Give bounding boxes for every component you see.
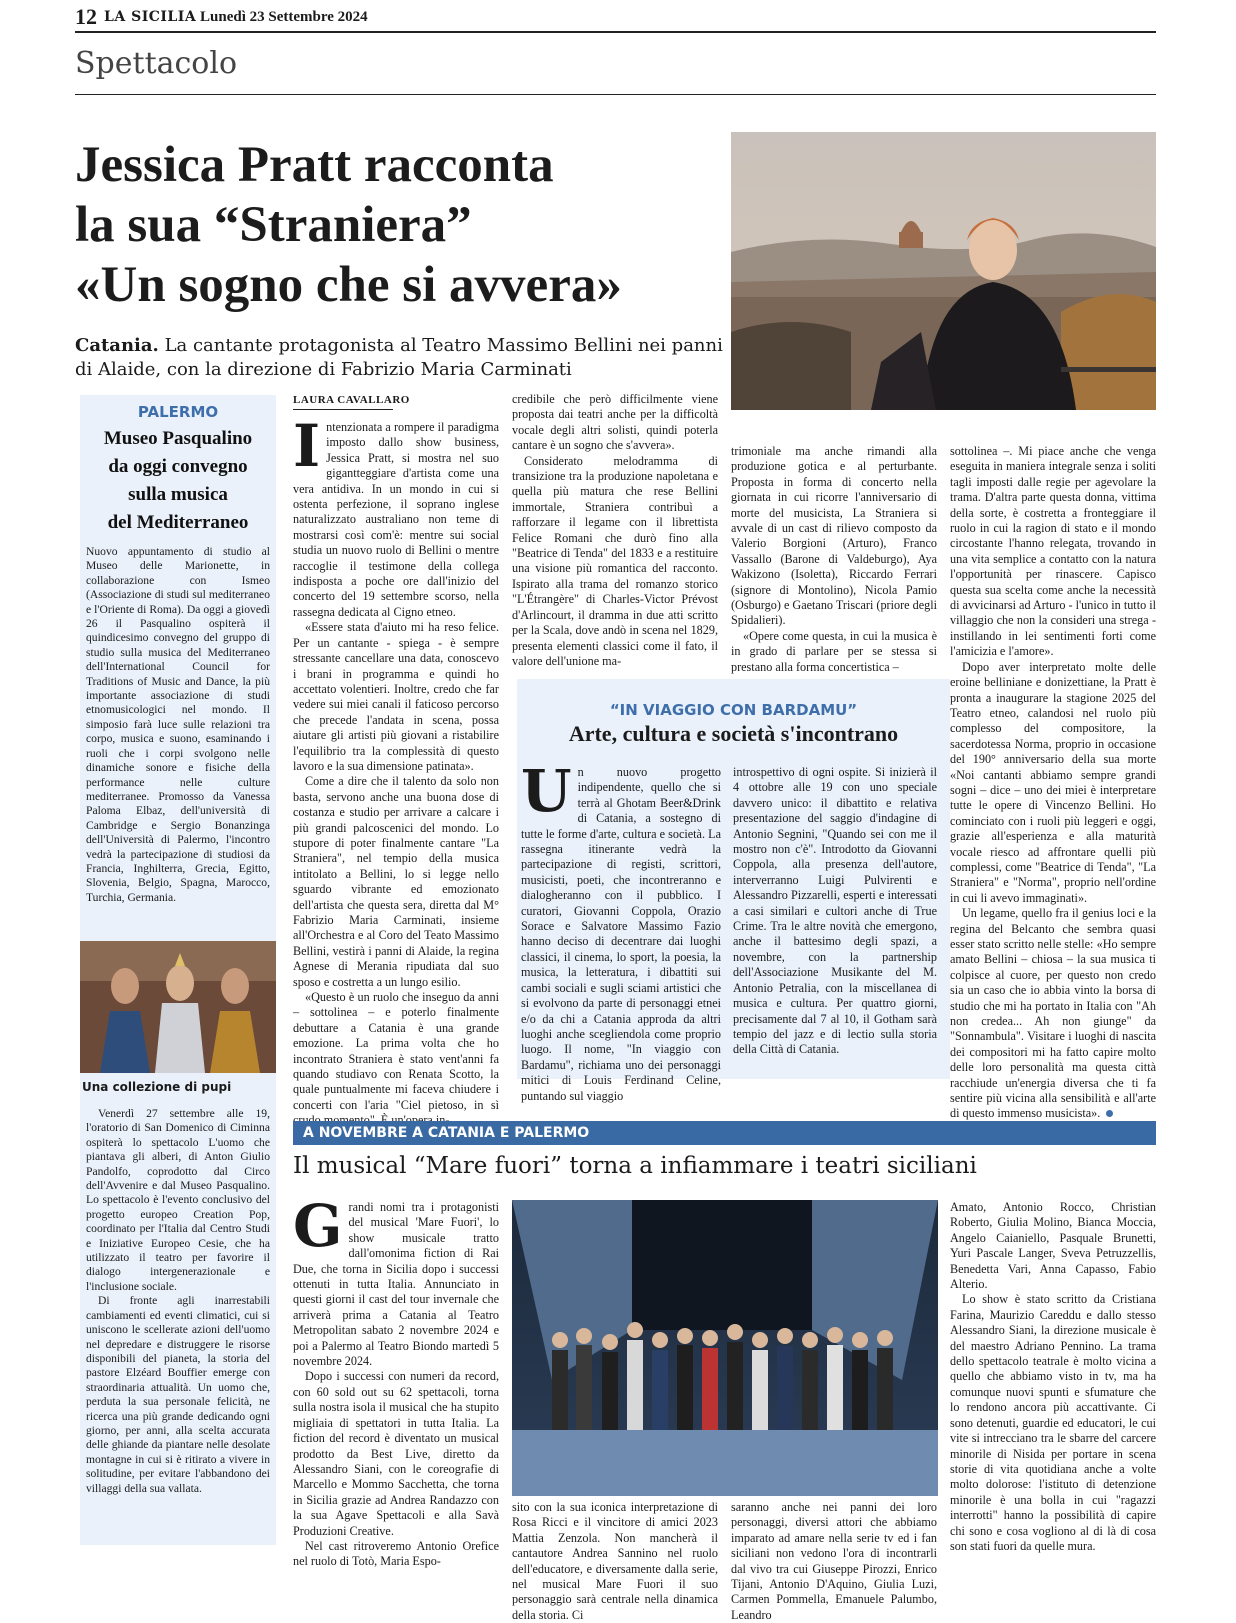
paragraph-text: n nuovo progetto indipendente, quello che si terrà al Ghotam Beer&Drink di Catania, a sostegno di tutte le forme d'arte, cultura e società. La rassegna itinerante vedrà la partecipazione di registi, scrittori, musicisti, poeti, che incontreranno e dialogheranno con il pubblico. I curatori, Giovanni Coppola, Orazio Sorace e Salvatore Massimo Fazio hanno deciso di decentrare dai luoghi classici, il cinema, lo sport, la poesia, la musica, la letteratura, i dibattiti sui cambi sociali e sugli sciami artistici che si evolvono da parte di personaggi etnei e/o da chi a Catania approda da altri luoghi anche scegliendola come proprio luogo. Il nome, "In viaggio con Bardamu", richiama uno dei personaggi mitici di Louis Ferdinand Celine, puntando sul viaggio: [521, 765, 721, 1103]
dropcap: I: [293, 412, 321, 480]
byline-rule: [293, 409, 393, 410]
article-col-1: [293, 412, 499, 1112]
dropcap: U: [521, 757, 572, 825]
section-title: Spettacolo: [75, 46, 238, 81]
paragraph: «Essere stata d'aiuto mi ha reso felice. Per un cantante - spiega - è sempre stressante cancellare una data, conoscevo i brani in programma e quindi ho accettato volentieri. Inoltre, credo che far vedere sui miei canali il faticoso percorso che precede l'andata in scena, possa aiutare gli artisti più giovani a ristabilire l'equilibrio tra la complessità di questo lavoro e la sua dimensione patinata».: [293, 620, 499, 773]
paragraph: [293, 412, 499, 620]
bardamu-col-1: [521, 757, 721, 1103]
page-number: 12: [75, 4, 97, 29]
paragraph: Nuovo appuntamento di studio al Museo delle Marionette, in collaborazione con Ismeo (Associazione di studi sul mediterraneo e l'Oriente di Roma). Da oggi a giovedì 26 il Pasqualino ospiterà il quindicesimo convegno del gruppo di studio sulla musica del Mediterraneo dell'International Council for Traditions of Music and Dance, la più importante associazione di studi etnomusicologici nel mondo. Il simposio farà luce sulle relazioni tra corpo, musica e suono, esaminando i ruoli che i corpi svolgono nelle dinamiche sonore e fisiche della performance nelle culture mediterranee. Promosso da Vanessa Paloma Elbaz, dell'università di Cambridge e Sergio Bonanzinga dell'Università di Palermo, l'incontro vedrà la partecipazione di studiosi da Francia, Inghilterra, Grecia, Egitto, Slovenia, Belgio, Spagna, Marocco, Turchia, Germania.: [86, 545, 270, 904]
paragraph: «Questo è un ruolo che inseguo da anni – sottolinea – e poterlo finalmente debuttare a Catania è una grande emozione. La prima volta che ho incontrato Straniera è stato vent'anni fa quando studiavo con Renata Scotto, la quale puntualmente mi faceva chiudere i concerti con l'aria "Ciel pietoso, in sì: [293, 990, 499, 1112]
bardamu-kicker: “IN VIAGGIO CON BARDAMU”: [609, 701, 858, 719]
subhead: [75, 334, 735, 382]
paragraph: credibile che però difficilmente viene proposta dai teatri anche per la difficoltà vocale degli altri solisti, quindi poterla cantare è un sogno che s'avvera».: [512, 392, 718, 453]
masthead: LA SICILIA: [104, 9, 197, 25]
musical-strip: A NOVEMBRE A CATANIA E PALERMO: [293, 1121, 1156, 1145]
musical-photo: [512, 1200, 938, 1496]
header-rule: [75, 31, 1156, 33]
byline: LAURA CAVALLARO: [293, 394, 410, 406]
paragraph: [950, 906, 1156, 1122]
singer-photo: [731, 132, 1156, 410]
subhead-lead: Catania.: [75, 335, 159, 356]
musical-col-3: [731, 1500, 937, 1622]
paragraph: introspettivo di ogni ospite. Si inizierà il 4 ottobre alle 19 con uno speciale davvero unico: il dibattito e relativa presentazione del saggio d'indagine di Antonio Segnini, "Quando sei con me il mostro non c'è". Introdotto da Giovanni Coppola, alla presenza dell'autore, interverranno Luigi Pulvirenti e Alessandro Pizzarelli, esperti e interessati a casi similari e cultori anche di True Crime. Tra le altre novità che emergono, anche il battesimo degli spazi, a novembre, con la partnership dell'Associazione Musikante del M. Antonio Petralia, con la miscellanea di musica e cultura. Per quattro giorni, precisamente dal 7 al 10, il Gotham sarà tempio del jazz e di lectio sulla storia della Città di Catania.: [733, 765, 937, 1057]
paragraph: «Opere come questa, in cui la musica è in grado di parlare per se stessa si prestano alla forma concertistica –: [731, 628, 937, 674]
paragraph: sottolinea –. Mi piace anche che venga eseguita in maniera integrale senza i soliti tagli imposti dalle regie per agevolare la trama. D'altra parte questa donna, vittima della sorte, è costretta a fronteggiare il ruolo in cui la ragion di stato e il mondo circostante l'hanno relegata, trovando in una vita semplice a contatto con la natura l'opportunità per rinascere. Capisco questa sua scelta come anche la necessità di avvicinarsi ad Arturo - l'unico in tutto il villaggio che non la consideri una strega - instillando in lei sentimenti forti come l'amicizia e l'amore».: [950, 444, 1156, 659]
paragraph: [293, 1192, 499, 1369]
paragraph: Di fronte agli inarrestabili cambiamenti ed eventi climatici, cui si uniscono le scellerate azioni dell'uomo nel depredare e distruggere le risorse disponibili del pianeta, la storia del pastore Elzéard Bouffier emerge con straordinaria attualità. Un uomo che, perduta la sua personale felicità, ne ricerca una più grande dedicando ogni giorno, per anni, alla scelta accurata delle ghiande da piantare nelle desolate montagne in cui si è ritirato a vivere in solitudine, per evitare l'abbandono dei villaggi della sua vallata.: [86, 1294, 270, 1495]
paragraph: [521, 757, 721, 1104]
musical-col-1: [293, 1192, 499, 1600]
paragraph: sito con la sua iconica interpretazione di Rosa Ricci e il vincitore di amici 2023 Mattia Zenzola. Non mancherà il cantautore Andrea Sannino nel ruolo dell'educatore, e diversamente dalla serie, nel musical Mare Fuori il suo personaggio sarà centrale nella dinamica della storia. Ci: [512, 1500, 718, 1622]
headline-line-2: la sua “Straniera”: [75, 197, 472, 253]
bardamu-col-2: [733, 765, 937, 1075]
paragraph: trimoniale ma anche rimandi alla produzione gotica e al perturbante. Proposta in forma di concerto nella giornata in cui ricorre l'anniversario di morte del musicista, La Straniera si avvale di un cast di rilievo composto da Valerio Borgioni (Arturo), Franco Vassallo (Barone di Valdeburgo), Aya Wakizono (Isoletta), Riccardo Ferrari (signore di Montolino), Nicola Pamio (Osburgo) e Gaetano Triscari (priore degli Spidalieri).: [731, 444, 937, 628]
section-rule: [75, 94, 1156, 95]
paragraph-text: randi nomi tra i protagonisti del musical 'Mare Fuori', lo show musicale tratto dall'omonima fiction di Rai Due, che torna in Sicilia dopo i successi ottenuti in tutta Italia. Annunciato in questi giorni il cast del tour invernale che arriverà prima a Catania al Teatro Metropolitan sabato 2 novembre 2024 e poi a Palermo al Teatro Biondo martedì 5 novembre 2024.: [293, 1200, 499, 1369]
article-col-2: [512, 392, 718, 668]
bardamu-box: [517, 679, 950, 1103]
paragraph-text: ntenzionata a rompere il paradigma imposto dallo show business, Jessica Pratt, si mostra nel suo gigantteggiare d'artista come una vera antidiva. In un mondo in cui si ostenta perfezione, il soprano inglese naturalizzato australiano non teme di mostrarsi così com'è: mentre sui social studia un nuovo ruolo di Bellini o mentre raccoglie il testimone della collega indisposta a poche ore dall'inizio del concerto del 19 settembre scorso, nella rassegna dedicata al Cigno etneo.: [293, 420, 499, 619]
paragraph: Lo show è stato scritto da Cristiana Farina, Maurizio Careddu e dallo stesso Alessandro Siani, la direzione musicale è del maestro Adriano Pennino. La trama dello spettacolo teatrale è molto vicina a quello che abbiamo visto in tv, ma ha comunque nuovi spunti e sfumature che lo rendono ancora più accattivante. Ci sono detenuti, guardie ed educatori, le cui vite si intrecciano tra le sbarre del carcere minorile di Nisida per portare in scena storie di vita quotidiana anche a volte molto dolorose: l'istituto di detenzione minorile è una bolla in cui "ragazzi interrotti" hanno la possibilità di capire chi sono e cosa vogliono al di là di cosa son stati fuori da quelle mura.: [950, 1292, 1156, 1553]
headline: [75, 135, 735, 315]
sidebar-title: [80, 425, 276, 537]
paragraph-text: Un legame, quello fra il genius loci e la regina del Belcanto che sembra quasi esser stato scritto nelle stelle: «Ho sempre amato Bellini – chiosa – la sua musica ti colpisce al cuore, per questo non credo sia un caso che io abbia vinto la borsa di studio che mi ha portato in Italia con "Ah non credea... Ah non giunge" da "Sonnambula". Visitare i luoghi di nascita dei compositori mi ha fatto capire molto delle loro personalità ma questa città racchiude un'energia diversa che ti fa sentire più vicina alla sensibilità e all'arte di questo immenso musicista».: [950, 906, 1156, 1121]
paragraph: saranno anche nei panni dei loro personaggi, diversi attori che abbiamo imparato ad amare nella serie tv ed i fan siciliani non vedono l'ora di incontrarli dal vivo tra cui Giuseppe Pirozzi, Enrico Tijani, Antonio D'Aquino, Giulia Luzi, Carmen Pommella, Emanuele Palumbo, Leandro: [731, 1500, 937, 1622]
musical-col-4: [950, 1200, 1156, 1600]
headline-line-1: Jessica Pratt racconta: [75, 137, 554, 193]
paragraph: Nel cast ritroveremo Antonio Orefice nel ruolo di Totò, Maria Espo-: [293, 1538, 499, 1569]
sidebar-title-line: sulla musica: [128, 484, 228, 505]
paragraph: Dopo i successi con numeri da record, con 60 sold out su 62 spettacoli, torna sulla nostra isola il musical che ha stupito migliaia di spettatori in tutta Italia. La fiction del record è diventato un musical prodotto da Best Live, diretto da Alessandro Siani, con le coreografie di Marcello e Mommo Sacchetta, che torna in Sicilia grazie ad Andrea Randazzo con la sua Agave Spettacoli e alla Savà Produzioni Creative.: [293, 1369, 499, 1538]
sidebar-title-line: Museo Pasqualino: [103, 428, 253, 449]
paragraph: Considerato melodramma di transizione tra la produzione napoletana e quella più matura che rese Bellini immortale, Straniera contribuì a rafforzare il legame con il librettista Felice Romani che durò fino alla "Beatrice di Tenda" del 1833 e a restituire una visione più romantica del racconto. Ispirato alla trama del romanzo storico "L'Étrangère" di Charles-Victor Prévost d'Arlincourt, il dramma in due atti scritto per la Scala, dove andò in scena nel 1829, presenta elementi classici come il fato, il valore dell'unione ma-: [512, 453, 718, 668]
pupi-photo: [80, 941, 276, 1073]
paragraph: Amato, Antonio Rocco, Christian Roberto, Giulia Molino, Bianca Moccia, Angelo Caianiello, Pasquale Brunetti, Yuri Pascale Langer, Sveva Petruzzellis, Benedetta Vari, Anna Capasso, Fabio Alterio.: [950, 1200, 1156, 1292]
dropcap: G: [293, 1192, 343, 1260]
sidebar-body-1: [86, 545, 270, 905]
paragraph: Come a dire che il talento da solo non basta, servono anche una buona dose di costanza e studio per arrivare a calcare i più grandi palcoscenici del mondo. Lo stupore di poter finalmente cantare "La Straniera", nel tempio della musica intitolato a Bellini, lo si legge nello sguardo vibrante ed emozionato dell'artista che questa sera, diretta dal M° Fabrizio Maria Carminati, insieme all'Orchestra e al Coro del Teato Massimo Bellini, vestirà i panni di Alaide, la regina Agnese di Merania ripudiata dal suo sposo e costretta a un lungo esilio.: [293, 774, 499, 989]
date: Lunedì 23 Settembre 2024: [200, 9, 368, 25]
sidebar-kicker: PALERMO: [137, 403, 219, 421]
paragraph: Dopo aver interpretato molte delle eroine belliniane e donizettiane, la Pratt è pronta a inaugurare la stagione 2025 del Teatro etneo, calandosi nel ruolo più complesso del compositore, la sacerdotessa Norma, proprio in occasione del 190° anniversario della sua morte «Noi cantanti abbiamo sempre grandi sogni – dice – uno dei miei è interpretare tutte le opere di Vincenzo Bellini. Ho cominciato con i ruoli più leggeri e oggi, grazie all'esperienza e alla maturità vocale riesco ad affrontare quelli più complessi, come "Beatrice di Tenda", "La Straniera" e "Norma", proprio nell'ordine in cui li avevo immaginati».: [950, 659, 1156, 905]
subhead-text: La cantante protagonista al Teatro Massimo Bellini nei panni di Alaide, con la direzione di Fabrizio Maria Carminati: [75, 335, 723, 380]
article-col-3: [731, 444, 937, 674]
end-mark-icon: [1106, 1110, 1113, 1117]
musical-title: Il musical “Mare fuori” torna a infiammare i teatri siciliani: [293, 1153, 977, 1179]
sidebar-box: [80, 395, 276, 1545]
musical-col-2: [512, 1500, 718, 1622]
sidebar-title-line: del Mediterraneo: [107, 512, 249, 533]
sidebar-title-line: da oggi convegno: [108, 456, 248, 477]
article-col-4: [950, 444, 1156, 1121]
pupi-caption: Una collezione di pupi: [82, 1080, 232, 1094]
sidebar-body-2: [86, 1107, 270, 1496]
bardamu-title: Arte, cultura e società s'incontrano: [568, 721, 899, 746]
paragraph: Venerdì 27 settembre alle 19, l'oratorio di San Domenico di Ciminna ospiterà lo spettacolo L'uomo che piantava gli alberi, di Anton Giulio Pandolfo, coprodotto dal Circo dell'Avvenire e dal Museo Pasqualino. Lo spettacolo è l'evento conclusivo del progetto europeo Creation Pop, coordinato per l'Italia dal Centro Studi e Iniziative Europeo Cesie, che ha utilizzato il teatro per favorire il dialogo intergenerazionale e l'inclusione sociale.: [86, 1107, 270, 1293]
headline-line-3: «Un sogno che si avvera»: [75, 257, 622, 313]
